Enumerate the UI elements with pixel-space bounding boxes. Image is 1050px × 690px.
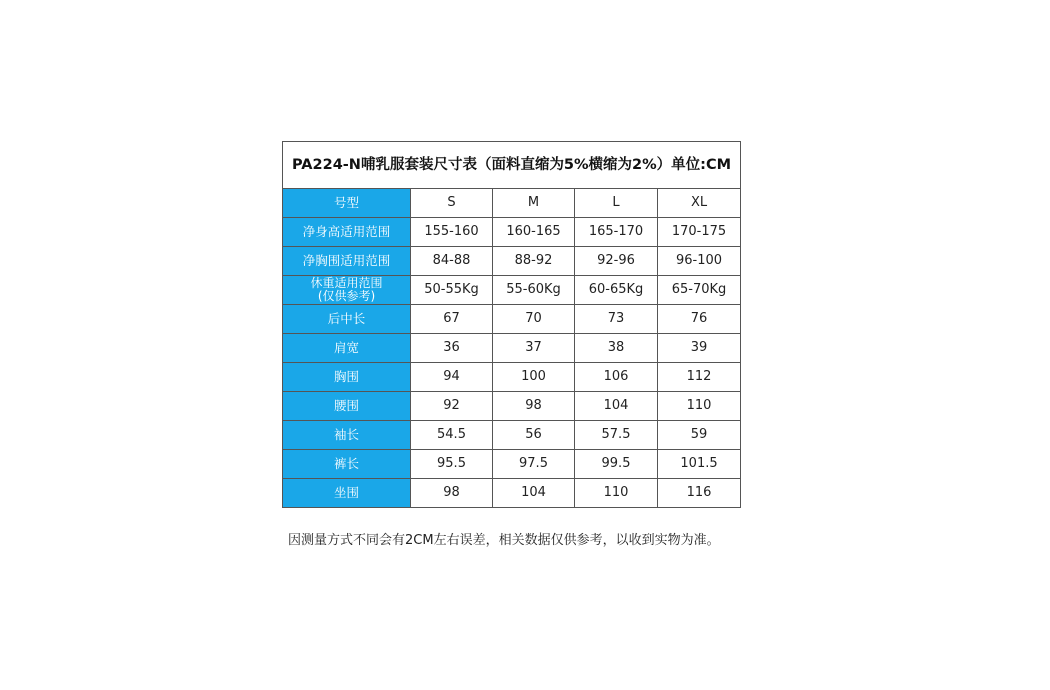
disclaimer-note: 因测量方式不同会有2CM左右误差，相关数据仅供参考，以收到实物为准。 (288, 533, 720, 548)
table-cell: 96-100 (658, 247, 741, 276)
table-cell: 110 (575, 479, 658, 508)
table-cell: 55-60Kg (493, 276, 575, 305)
row-label: 腰围 (283, 392, 411, 421)
row-label: 净身高适用范围 (283, 218, 411, 247)
table-cell: 95.5 (411, 450, 493, 479)
table-cell: 100 (493, 363, 575, 392)
row-label: 号型 (283, 189, 411, 218)
table-cell: 160-165 (493, 218, 575, 247)
table-row (283, 392, 741, 421)
table-cell: 98 (493, 392, 575, 421)
table-row (283, 305, 741, 334)
table-cell: 37 (493, 334, 575, 363)
table-cell: 36 (411, 334, 493, 363)
row-label: 胸围 (283, 363, 411, 392)
table-cell: 57.5 (575, 421, 658, 450)
row-label: 袖长 (283, 421, 411, 450)
table-cell: 112 (658, 363, 741, 392)
row-label: 肩宽 (283, 334, 411, 363)
table-cell: 73 (575, 305, 658, 334)
table-cell: 116 (658, 479, 741, 508)
table-cell: 94 (411, 363, 493, 392)
table-row (283, 276, 741, 305)
row-label-line: 休重适用范围 (310, 276, 383, 290)
table-cell: 170-175 (658, 218, 741, 247)
row-label (283, 276, 411, 305)
table-cell: 99.5 (575, 450, 658, 479)
table-cell: 110 (658, 392, 741, 421)
title-row (283, 142, 741, 189)
table-cell: 101.5 (658, 450, 741, 479)
size-header-cell: XL (658, 189, 741, 218)
header-row (283, 189, 741, 218)
table-cell: 60-65Kg (575, 276, 658, 305)
table-cell: 39 (658, 334, 741, 363)
table-cell: 67 (411, 305, 493, 334)
table-cell: 165-170 (575, 218, 658, 247)
table-cell: 98 (411, 479, 493, 508)
row-label: 坐围 (283, 479, 411, 508)
table-cell: 92-96 (575, 247, 658, 276)
table-cell: 56 (493, 421, 575, 450)
table-cell: 70 (493, 305, 575, 334)
size-header-cell: M (493, 189, 575, 218)
row-label: 后中长 (283, 305, 411, 334)
chart-title: PA224-N哺乳服套装尺寸表（面料直缩为5%横缩为2%）单位:CM (283, 142, 741, 189)
table-row (283, 247, 741, 276)
table-row (283, 479, 741, 508)
table-cell: 54.5 (411, 421, 493, 450)
table-cell: 104 (575, 392, 658, 421)
table-row (283, 363, 741, 392)
row-label-note: (仅供参考) (317, 289, 376, 303)
table-cell: 155-160 (411, 218, 493, 247)
size-header-cell: S (411, 189, 493, 218)
row-label: 裤长 (283, 450, 411, 479)
size-chart-table (282, 141, 741, 508)
table-row (283, 334, 741, 363)
table-cell: 76 (658, 305, 741, 334)
table-cell: 106 (575, 363, 658, 392)
table-row (283, 421, 741, 450)
table-cell: 88-92 (493, 247, 575, 276)
table-row (283, 450, 741, 479)
table-cell: 65-70Kg (658, 276, 741, 305)
table-cell: 50-55Kg (411, 276, 493, 305)
size-header-cell: L (575, 189, 658, 218)
table-cell: 97.5 (493, 450, 575, 479)
table-cell: 59 (658, 421, 741, 450)
row-label: 净胸围适用范围 (283, 247, 411, 276)
table-cell: 84-88 (411, 247, 493, 276)
table-row (283, 218, 741, 247)
table-cell: 104 (493, 479, 575, 508)
table-cell: 92 (411, 392, 493, 421)
table-cell: 38 (575, 334, 658, 363)
